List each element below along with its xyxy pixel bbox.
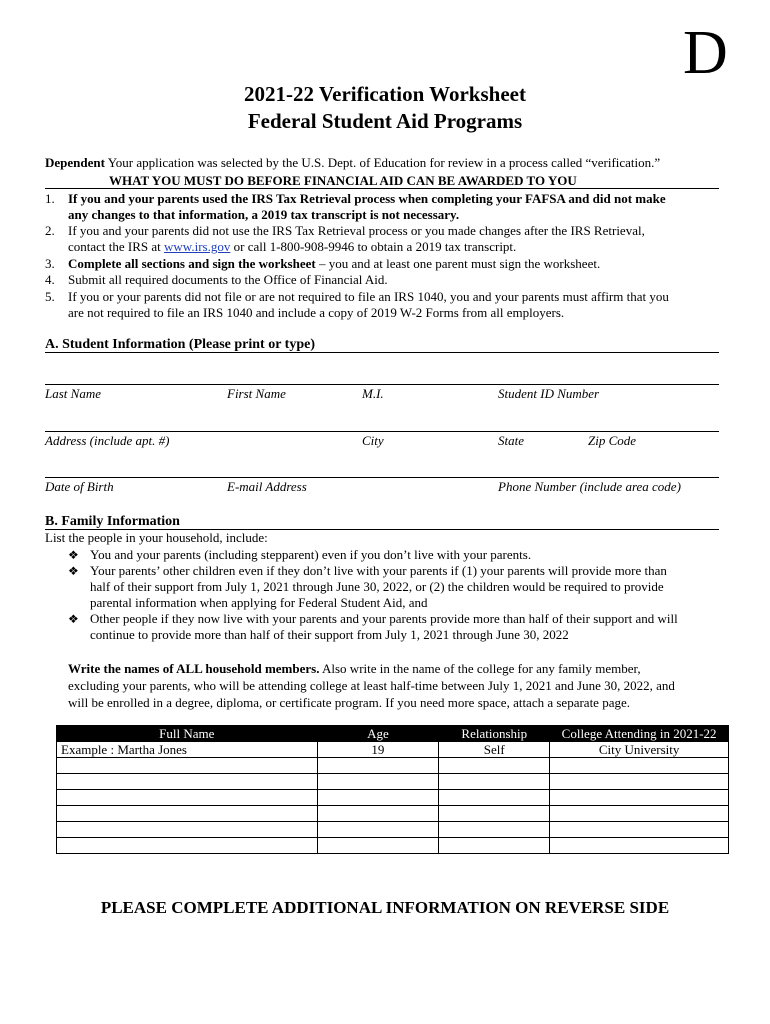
write-instructions	[68, 661, 641, 677]
intro-body: Your application was selected by the U.S. Dept. of Education for review in a process called “verification.”	[104, 155, 661, 170]
diamond-bullet-icon: ❖	[68, 612, 79, 626]
table-cell[interactable]	[57, 790, 318, 806]
table-cell[interactable]	[317, 822, 439, 838]
table-cell[interactable]	[57, 774, 318, 790]
household-table	[56, 725, 729, 854]
field-line[interactable]	[45, 477, 719, 478]
page-title: 2021-22 Verification Worksheet	[244, 82, 526, 106]
mi-label: M.I.	[362, 386, 384, 401]
zip-label: Zip Code	[588, 433, 637, 448]
step-number: 1.	[45, 191, 55, 206]
table-cell[interactable]	[317, 806, 439, 822]
bullet-text: continue to provide more than half of their support from July 1, 2021 through June 30, 2022	[90, 627, 569, 642]
write-instructions-line2: excluding your parents, who will be attending college at least half-time between July 1, 2021 and June 30, 2022, and	[68, 678, 675, 693]
section-a-heading: A. Student Information (Please print or type)	[45, 337, 316, 352]
table-cell[interactable]	[57, 806, 318, 822]
first-name-label: First Name	[227, 386, 286, 401]
step-text	[68, 239, 516, 255]
table-row[interactable]	[57, 758, 729, 774]
irs-link[interactable]: www.irs.gov	[164, 239, 231, 254]
bullet-text: parental information when applying for Federal Student Aid, and	[90, 595, 428, 610]
must-do-heading: WHAT YOU MUST DO BEFORE FINANCIAL AID CAN BE AWARDED TO YOU	[109, 173, 577, 188]
step-number: 5.	[45, 289, 55, 304]
example-college: City University	[550, 742, 729, 758]
table-cell[interactable]	[317, 790, 439, 806]
dob-label: Date of Birth	[45, 479, 114, 494]
step-text	[68, 256, 600, 272]
table-cell[interactable]	[439, 806, 550, 822]
step-text: any changes to that information, a 2019 tax transcript is not necessary.	[68, 207, 460, 222]
step-text: If you or your parents did not file or are not required to file an IRS 1040, you and your parents must affirm that you	[68, 289, 669, 304]
heading-rule	[45, 188, 719, 189]
table-cell[interactable]	[57, 822, 318, 838]
field-line[interactable]	[45, 431, 719, 432]
diamond-bullet-icon: ❖	[68, 564, 79, 578]
step-text: are not required to file an IRS 1040 and include a copy of 2019 W-2 Forms from all employers.	[68, 305, 565, 320]
col-header-full-name: Full Name	[57, 726, 318, 742]
table-cell[interactable]	[317, 758, 439, 774]
table-row[interactable]	[57, 774, 729, 790]
last-name-label: Last Name	[45, 386, 101, 401]
section-a-rule	[45, 352, 719, 353]
table-row[interactable]	[57, 790, 729, 806]
step-text-part: or call 1-800-908-9946 to obtain a 2019 tax transcript.	[230, 239, 517, 254]
step-text: If you and your parents used the IRS Tax Retrieval process when completing your FAFSA and did not make	[68, 191, 666, 206]
table-cell[interactable]	[317, 838, 439, 854]
write-instructions-bold: Write the names of ALL household members.	[68, 661, 320, 676]
student-id-label: Student ID Number	[498, 386, 600, 401]
intro-text	[45, 155, 660, 171]
bullet-text: Other people if they now live with your parents and your parents provide more than half of their support and will	[90, 611, 678, 626]
table-cell[interactable]	[550, 758, 729, 774]
state-label: State	[498, 433, 524, 448]
field-line[interactable]	[45, 384, 719, 385]
page-subtitle: Federal Student Aid Programs	[247, 109, 523, 133]
table-cell[interactable]	[439, 774, 550, 790]
reverse-side-notice: PLEASE COMPLETE ADDITIONAL INFORMATION ON REVERSE SIDE	[100, 898, 670, 917]
step-text: Submit all required documents to the Office of Financial Aid.	[68, 272, 388, 287]
table-row[interactable]	[57, 822, 729, 838]
table-cell[interactable]	[439, 758, 550, 774]
step-number: 3.	[45, 256, 55, 271]
section-b-heading: B. Family Information	[45, 514, 180, 529]
step-text-part: – you and at least one parent must sign the worksheet.	[315, 256, 601, 271]
list-intro: List the people in your household, include:	[45, 530, 268, 545]
bullet-text: Your parents’ other children even if they don’t live with your parents if (1) your parents will provide more than	[90, 563, 667, 578]
table-cell[interactable]	[550, 822, 729, 838]
table-cell[interactable]	[550, 790, 729, 806]
step-text: If you and your parents did not use the IRS Tax Retrieval process or you made changes after the IRS Retrieval,	[68, 223, 645, 238]
col-header-age: Age	[317, 726, 439, 742]
intro-lead: Dependent	[45, 155, 105, 170]
email-label: E-mail Address	[227, 479, 307, 494]
example-age: 19	[317, 742, 439, 758]
diamond-bullet-icon: ❖	[68, 548, 79, 562]
city-label: City	[362, 433, 384, 448]
example-name: Example : Martha Jones	[57, 742, 318, 758]
step-number: 2.	[45, 223, 55, 238]
step-text-bold: Complete all sections and sign the worksheet	[68, 256, 316, 271]
phone-label: Phone Number (include area code)	[498, 479, 681, 494]
table-cell[interactable]	[550, 774, 729, 790]
write-instructions-line3: will be enrolled in a degree, diploma, or certificate program. If you need more space, attach a separate page.	[68, 695, 630, 710]
address-label: Address (include apt. #)	[45, 433, 170, 448]
table-row[interactable]	[57, 838, 729, 854]
step-number: 4.	[45, 272, 55, 287]
col-header-relationship: Relationship	[439, 726, 550, 742]
table-header-row	[57, 726, 729, 742]
table-cell[interactable]	[439, 822, 550, 838]
table-cell[interactable]	[439, 790, 550, 806]
col-header-college: College Attending in 2021-22	[550, 726, 729, 742]
table-cell[interactable]	[57, 758, 318, 774]
table-cell[interactable]	[317, 774, 439, 790]
table-row-example	[57, 742, 729, 758]
household-bullets	[0, 547, 770, 647]
table-cell[interactable]	[439, 838, 550, 854]
example-relationship: Self	[439, 742, 550, 758]
form-letter: D	[683, 19, 728, 87]
steps-list	[0, 191, 770, 321]
table-cell[interactable]	[550, 806, 729, 822]
step-text-part: contact the IRS at	[68, 239, 165, 254]
table-row[interactable]	[57, 806, 729, 822]
table-cell[interactable]	[550, 838, 729, 854]
bullet-text: You and your parents (including stepparent) even if you don’t live with your parents.	[90, 547, 532, 562]
write-instructions-text: Also write in the name of the college for any family member,	[319, 661, 641, 676]
bullet-text: half of their support from July 1, 2021 through June 30, 2022, or (2) the children would be required to provide	[90, 579, 664, 594]
table-cell[interactable]	[57, 838, 318, 854]
